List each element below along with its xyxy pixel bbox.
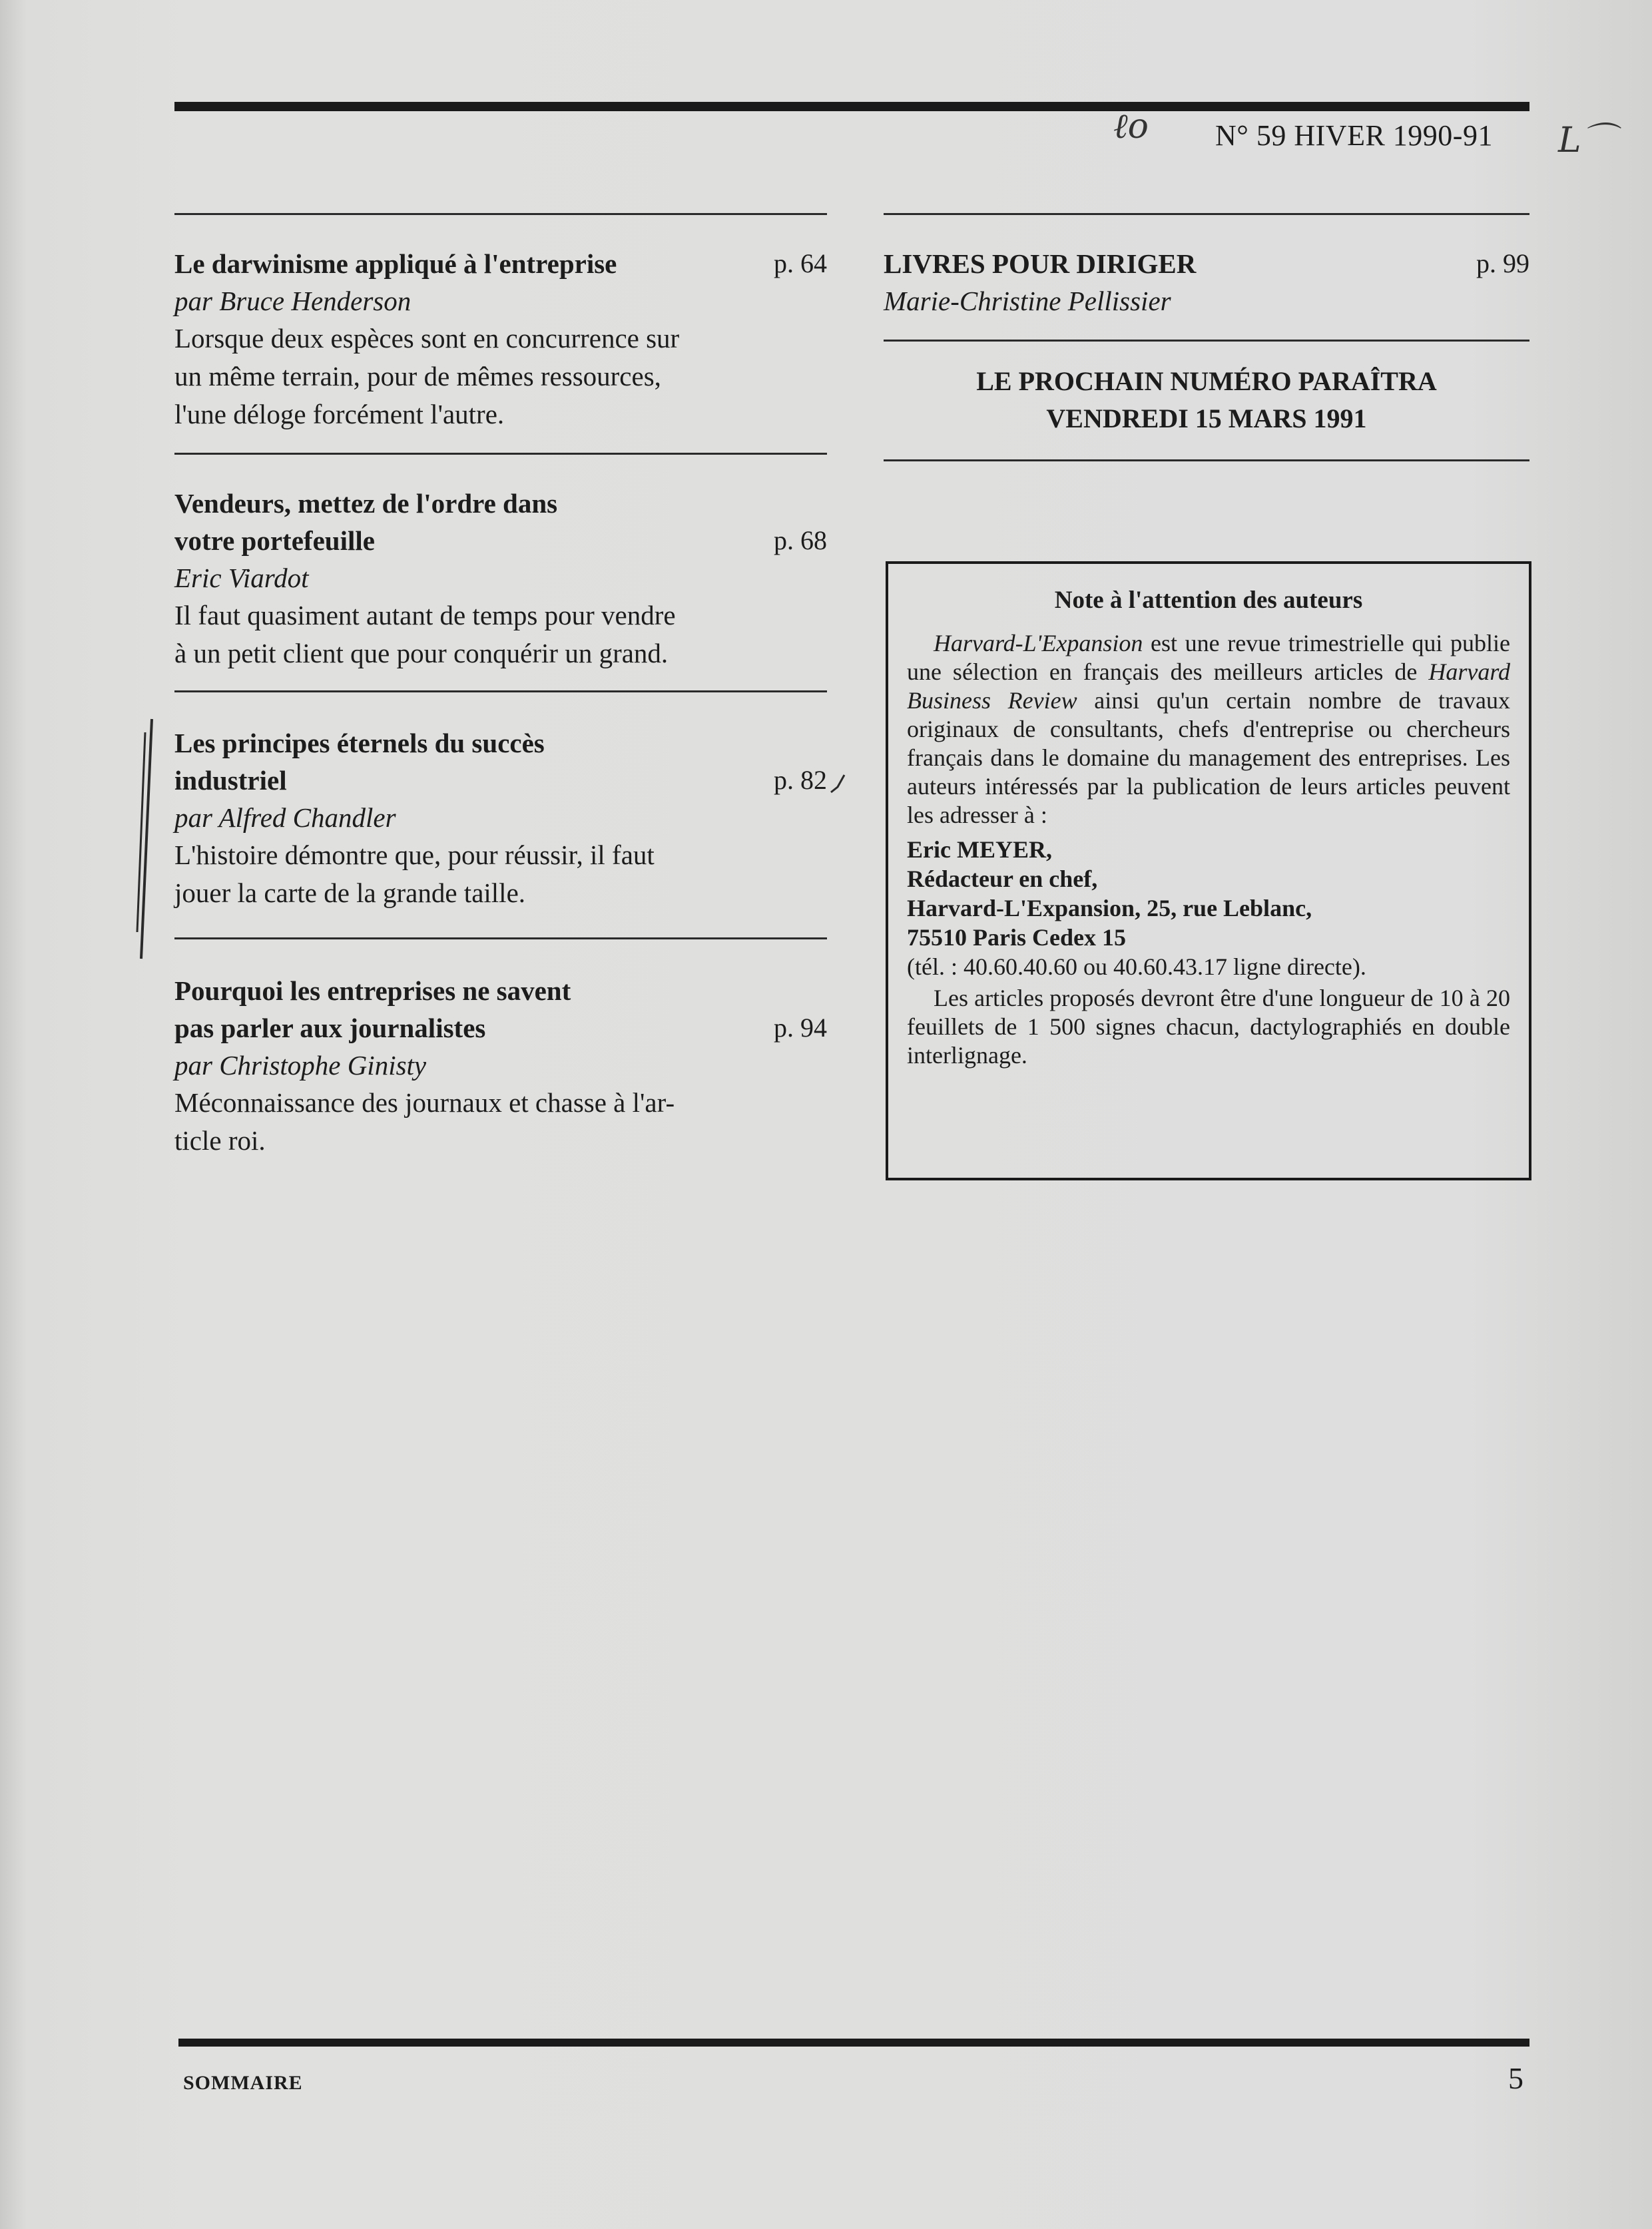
divider [884,340,1529,342]
section-label: SOMMAIRE [183,2072,303,2094]
divider [174,937,827,939]
article-description: L'histoire démontre que, pour réussir, il faut jouer la carte de la grande taille. [174,840,655,908]
pen-margin-mark [127,712,160,965]
article-title: Vendeurs, mettez de l'ordre dans votre portefeuille p. 68 [174,485,827,559]
books-author: Marie-Christine Pellissier [884,286,1171,316]
article-author: par Christophe Ginisty [174,1050,427,1081]
divider [174,213,827,215]
article-title: Le darwinisme appliqué à l'entreprise p. 64 [174,245,827,282]
article-page: p. 68 [774,525,827,555]
divider [174,690,827,692]
article-page: p. 64 [774,248,827,278]
article-page: p. 82 [774,765,827,795]
note-title: Note à l'attention des auteurs [1054,587,1363,614]
article-page: p. 94 [774,1013,827,1043]
next-issue-notice: LE PROCHAIN NUMÉRO PARAÎTRA VENDREDI 15 MARS 1991 [976,366,1437,433]
note-requirements: Les articles proposés devront être d'une longueur de 10 à 20 feuillets de 1 500 signes chacun, dactylographiés en double interlignage. [907,985,1510,1069]
note-paragraph: Harvard-L'Expansion est une revue trimestrielle qui publie une sélection en français des meilleurs articles de Harvard Business Review ainsi qu'un certain nombre de travaux originaux de consultants, chefs d'entreprise ou chercheurs français dans le domaine du management des entreprises. Les auteurs intéressés par la publication de leurs articles peuvent les adresser à : [907,630,1510,828]
article-author: par Alfred Chandler [174,802,396,833]
article-author: Eric Viardot [174,563,309,593]
article-2 [174,485,827,672]
authors-note-box [886,561,1531,1180]
article-title: Pourquoi les entreprises ne savent pas parler aux journalistes p. 94 [174,972,827,1047]
divider [884,459,1529,461]
divider [174,453,827,455]
pen-check-mark [828,772,848,799]
article-description: Lorsque deux espèces sont en concurrence sur un même terrain, pour de mêmes ressources, l'une déloge forcément l'autre. [174,323,680,429]
books-section [884,245,1529,320]
books-title: LIVRES POUR DIRIGER p. 99 [884,245,1529,282]
issue-label: N° 59 HIVER 1990-91 [1215,119,1493,152]
article-description: Méconnaissance des journaux et chasse à l'ar- ticle roi. [174,1087,675,1156]
handwritten-initials: L⌒ [1558,121,1616,160]
article-4 [174,972,827,1160]
article-1 [174,245,827,433]
article-description: Il faut quasiment autant de temps pour vendre à un petit client que pour conquérir un grand. [174,600,676,668]
article-title: Les principes éternels du succès industriel p. 82 [174,724,827,799]
article-author: par Bruce Henderson [174,286,412,316]
books-page: p. 99 [1476,248,1529,278]
divider [884,213,1529,215]
handwritten-mark: ℓo [1113,107,1149,146]
header-rule [174,102,1529,111]
note-address: Eric MEYER, Rédacteur en chef, Harvard-L'Expansion, 25, rue Leblanc, 75510 Paris Cedex 15 [907,836,1312,951]
footer-rule [178,2039,1529,2047]
page-number: 5 [1508,2061,1523,2095]
note-telephone: (tél. : 40.60.40.60 ou 40.60.43.17 ligne directe). [907,953,1366,980]
article-3 [174,724,827,912]
